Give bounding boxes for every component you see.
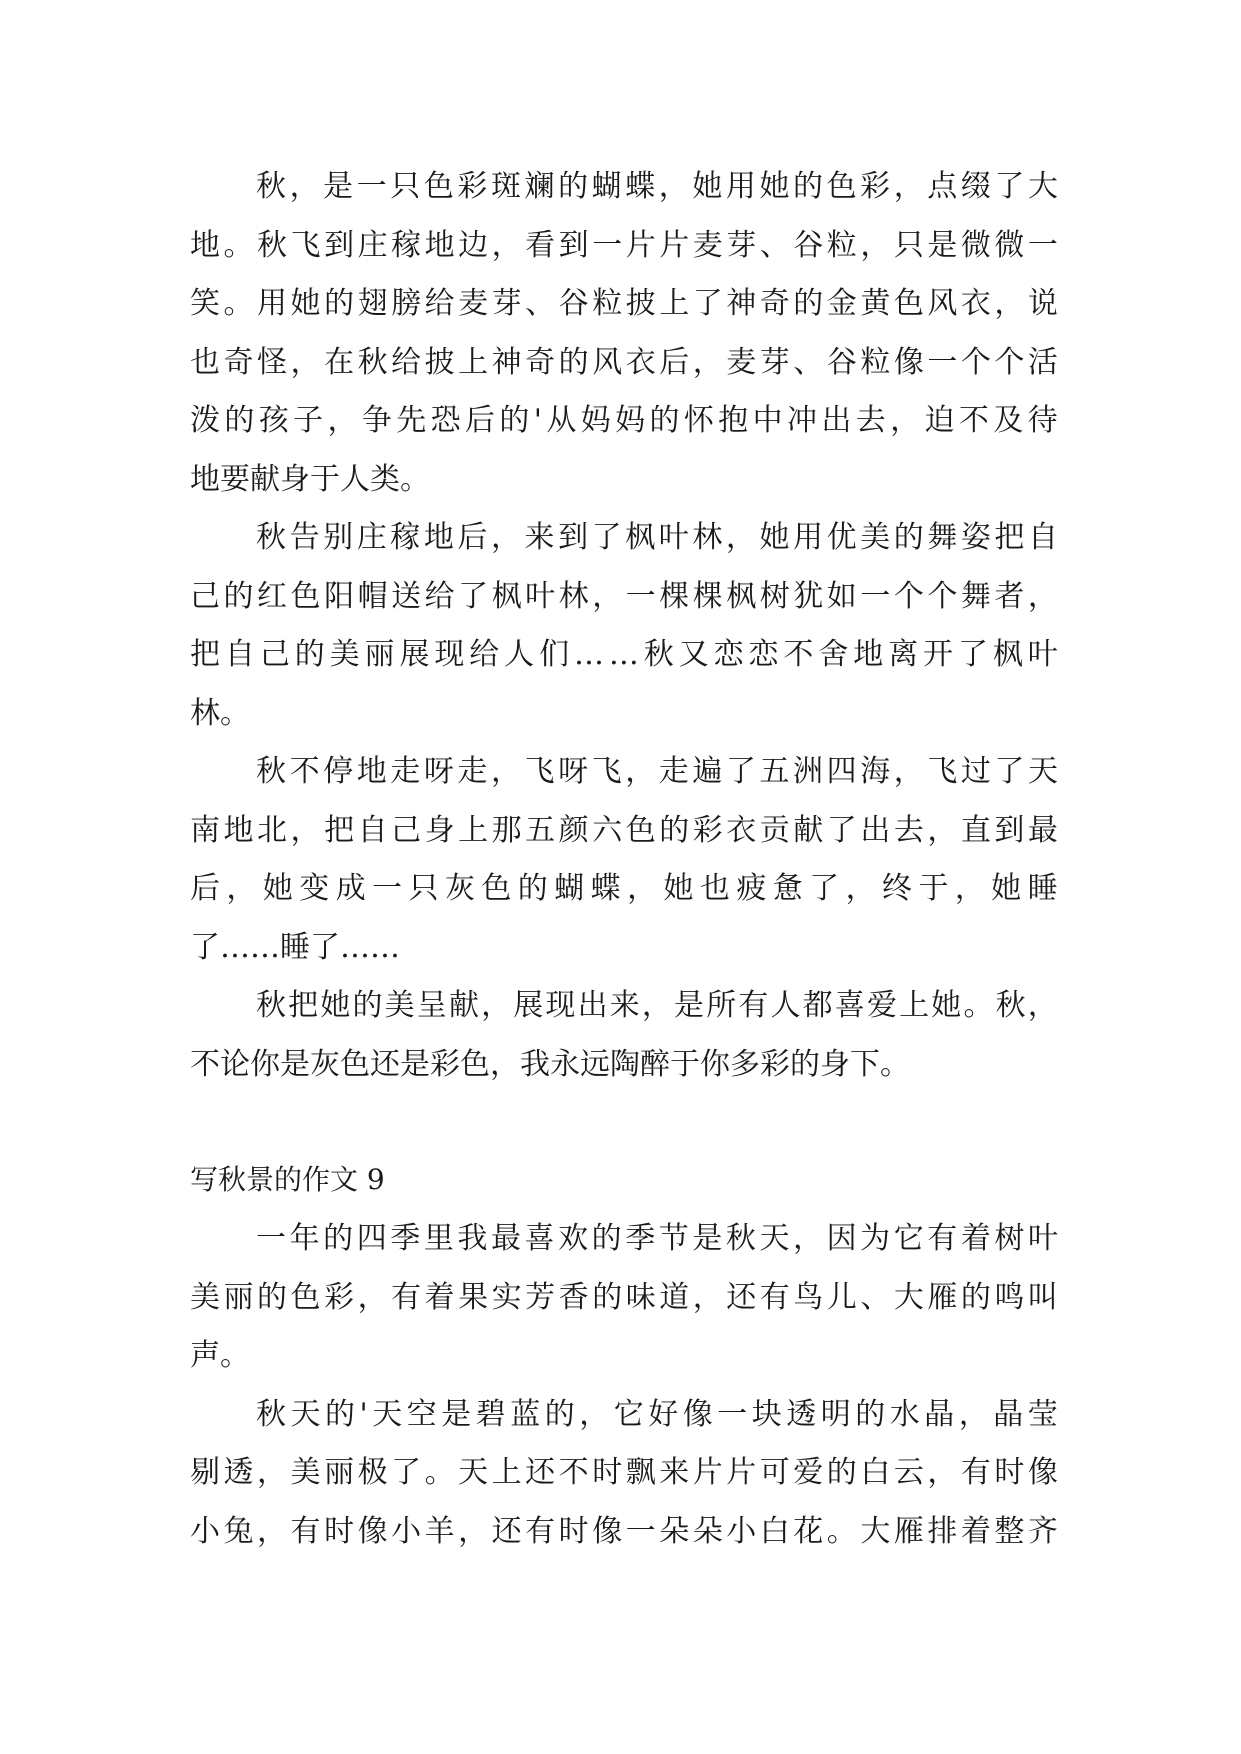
paragraph-maple-forest — [190, 509, 1058, 743]
text-line: 把 自 己 的 美 丽 展 现 给 人 们 … … 秋 又 恋 恋 不 舍 地 离 开 了 枫 叶 — [190, 637, 1058, 672]
text-line: 泼 的 孩 子 ， 争 先 恐 后 的 ' 从 妈 妈 的 怀 抱 中 冲 出 去 ， 迫 不 及 待 — [190, 403, 1058, 438]
text-line: 地要献身于人类。 — [190, 461, 430, 497]
text-line: 林。 — [190, 695, 250, 731]
text-line: 后 ， 她 变 成 一 只 灰 色 的 蝴 蝶 ， 她 也 疲 惫 了 ， 终 于 ， 她 睡 — [190, 871, 1058, 906]
document-page — [190, 158, 1058, 1561]
paragraph-autumn-sky — [190, 1386, 1058, 1562]
text-line: 南 地 北 ， 把 自 己 身 上 那 五 颜 六 色 的 彩 衣 贡 献 了 出 去 ， 直 到 最 — [190, 812, 1058, 848]
text-line: 了……睡了…… — [190, 929, 400, 965]
paragraph-traveling — [190, 743, 1058, 977]
text-line: 小 兔 ， 有 时 像 小 羊 ， 还 有 时 像 一 朵 朵 小 白 花 。 大 雁 排 着 整 齐 — [190, 1513, 1058, 1549]
text-line: 不论你是灰色还是彩色，我永远陶醉于你多彩的身下。 — [190, 1046, 910, 1082]
text-line: 秋 ， 是 一 只 色 彩 斑 斓 的 蝴 蝶 ， 她 用 她 的 色 彩 ， 点 缀 了 大 — [256, 169, 1058, 204]
paragraph-conclusion — [190, 977, 1058, 1094]
section-title: 写秋景的作文 9 — [190, 1163, 385, 1196]
text-line: 己 的 红 色 阳 帽 送 给 了 枫 叶 林 ， 一 棵 棵 枫 树 犹 如 一 个 个 舞 者 ， — [190, 578, 1058, 614]
text-line: 剔 透 ， 美 丽 极 了 。 天 上 还 不 时 飘 来 片 片 可 爱 的 白 云 ， 有 时 像 — [190, 1455, 1058, 1490]
text-line: 秋 不 停 地 走 呀 走 ， 飞 呀 飞 ， 走 遍 了 五 洲 四 海 ， 飞 过 了 天 — [256, 754, 1058, 789]
text-line: 一 年 的 四 季 里 我 最 喜 欢 的 季 节 是 秋 天 ， 因 为 它 有 着 树 叶 — [256, 1221, 1058, 1256]
paragraph-favorite-season — [190, 1210, 1058, 1386]
text-line: 声。 — [190, 1338, 250, 1373]
text-line: 秋 把 她 的 美 呈 献 ， 展 现 出 来 ， 是 所 有 人 都 喜 爱 上 她 。 秋 ， — [256, 988, 1058, 1023]
text-line: 笑 。 用 她 的 翅 膀 给 麦 芽 、 谷 粒 披 上 了 神 奇 的 金 黄 色 风 衣 ， 说 — [190, 286, 1058, 321]
text-line: 地 。 秋 飞 到 庄 稼 地 边 ， 看 到 一 片 片 麦 芽 、 谷 粒 ， 只 是 微 微 一 — [190, 227, 1058, 263]
paragraph-autumn-butterfly — [190, 158, 1058, 509]
text-line: 秋 告 别 庄 稼 地 后 ， 来 到 了 枫 叶 林 ， 她 用 优 美 的 舞 姿 把 自 — [256, 520, 1058, 555]
text-line: 秋 天 的 ' 天 空 是 碧 蓝 的 ， 它 好 像 一 块 透 明 的 水 晶 ， 晶 莹 — [256, 1396, 1058, 1432]
text-line: 也 奇 怪 ， 在 秋 给 披 上 神 奇 的 风 衣 后 ， 麦 芽 、 谷 粒 像 一 个 个 活 — [190, 344, 1058, 380]
section-spacer — [190, 1094, 1058, 1150]
text-line: 美 丽 的 色 彩 ， 有 着 果 实 芳 香 的 味 道 ， 还 有 鸟 儿 、 大 雁 的 鸣 叫 — [190, 1279, 1058, 1315]
